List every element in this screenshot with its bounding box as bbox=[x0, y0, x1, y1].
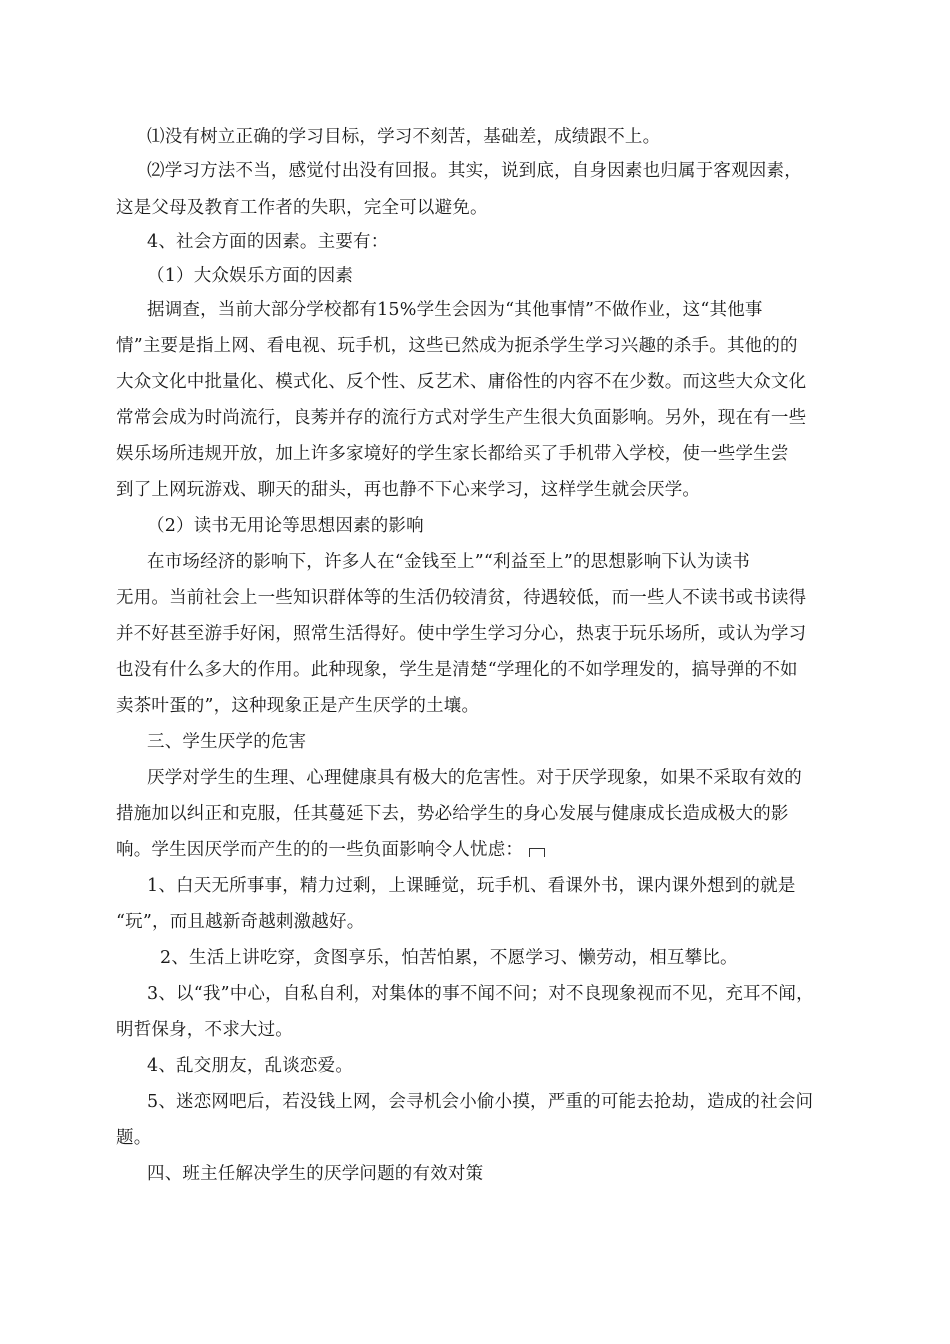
list-item: 1、白天无所事事，精力过剩，上课睡觉，玩手机、看课外书，课内课外想到的就是 bbox=[147, 876, 796, 896]
list-item-continuation: 题。 bbox=[116, 1128, 152, 1148]
paragraph-line: 到了上网玩游戏、聊天的甜头，再也静不下心来学习，这样学生就会厌学。 bbox=[116, 480, 701, 500]
section-heading: 四、班主任解决学生的厌学问题的有效对策 bbox=[147, 1164, 484, 1184]
list-item: 2、生活上讲吃穿，贪图享乐，怕苦怕累，不愿学习、懒劳动，相互攀比。 bbox=[160, 948, 738, 968]
paragraph-line: 在市场经济的影响下，许多人在“金钱至上”“利益至上”的思想影响下认为读书 bbox=[147, 552, 750, 572]
list-item-continuation: 明哲保身，不求大过。 bbox=[116, 1020, 293, 1040]
section-heading: 三、学生厌学的危害 bbox=[147, 732, 307, 752]
paragraph-line: ⑴没有树立正确的学习目标，学习不刻苦，基础差，成绩跟不上。 bbox=[147, 127, 661, 147]
paragraph-line bbox=[116, 838, 545, 862]
subsection-heading: （1）大众娱乐方面的因素 bbox=[147, 266, 354, 286]
paragraph-line: 大众文化中批量化、模式化、反个性、反艺术、庸俗性的内容不在少数。而这些大众文化 bbox=[116, 372, 807, 392]
paragraph-line: 厌学对学生的生理、心理健康具有极大的危害性。对于厌学现象，如果不采取有效的 bbox=[147, 768, 802, 788]
paragraph-line: 并不好甚至游手好闲，照常生活得好。使中学生学习分心，热衷于玩乐场所，或认为学习 bbox=[116, 624, 807, 644]
paragraph-line: 也没有什么多大的作用。此种现象，学生是清楚“学理化的不如学理发的，搞导弹的不如 bbox=[116, 660, 798, 680]
list-item-continuation: “玩”，而且越新奇越刺激越好。 bbox=[116, 912, 365, 932]
list-item: 3、以“我”中心，自私自利，对集体的事不闻不问；对不良现象视而不见，充耳不闻， bbox=[147, 984, 814, 1004]
paragraph-line: 情”主要是指上网、看电视、玩手机，这些已然成为扼杀学生学习兴趣的杀手。其他的的 bbox=[116, 336, 798, 356]
paragraph-line: 据调查，当前大部分学校都有15%学生会因为“其他事情”不做作业，这“其他事 bbox=[147, 300, 763, 320]
paragraph-line: 娱乐场所违规开放，加上许多家境好的学生家长都给买了手机带入学校，使一些学生尝 bbox=[116, 444, 789, 464]
paragraph-line: 这是父母及教育工作者的失职，完全可以避免。 bbox=[116, 198, 488, 218]
list-item: 5、迷恋网吧后，若没钱上网，会寻机会小偷小摸，严重的可能去抢劫，造成的社会问 bbox=[147, 1092, 814, 1112]
paragraph-line: 常常会成为时尚流行，良莠并存的流行方式对学生产生很大负面影响。另外，现在有一些 bbox=[116, 408, 807, 428]
paragraph-text: 响。学生因厌学而产生的的一些负面影响令人忧虑： bbox=[116, 840, 524, 860]
edit-mark-icon bbox=[529, 848, 545, 857]
list-item: 4、乱交朋友，乱谈恋爱。 bbox=[147, 1056, 354, 1076]
paragraph-line: 无用。当前社会上一些知识群体等的生活仍较清贫，待遇较低，而一些人不读书或书读得 bbox=[116, 588, 807, 608]
paragraph-line: 措施加以纠正和克服，任其蔓延下去，势必给学生的身心发展与健康成长造成极大的影 bbox=[116, 804, 789, 824]
paragraph-line: ⑵学习方法不当，感觉付出没有回报。其实，说到底，自身因素也归属于客观因素， bbox=[147, 161, 802, 181]
section-heading: 4、社会方面的因素。主要有： bbox=[147, 232, 389, 252]
subsection-heading: （2）读书无用论等思想因素的影响 bbox=[147, 516, 424, 536]
paragraph-line: 卖茶叶蛋的”，这种现象正是产生厌学的土壤。 bbox=[116, 696, 480, 716]
